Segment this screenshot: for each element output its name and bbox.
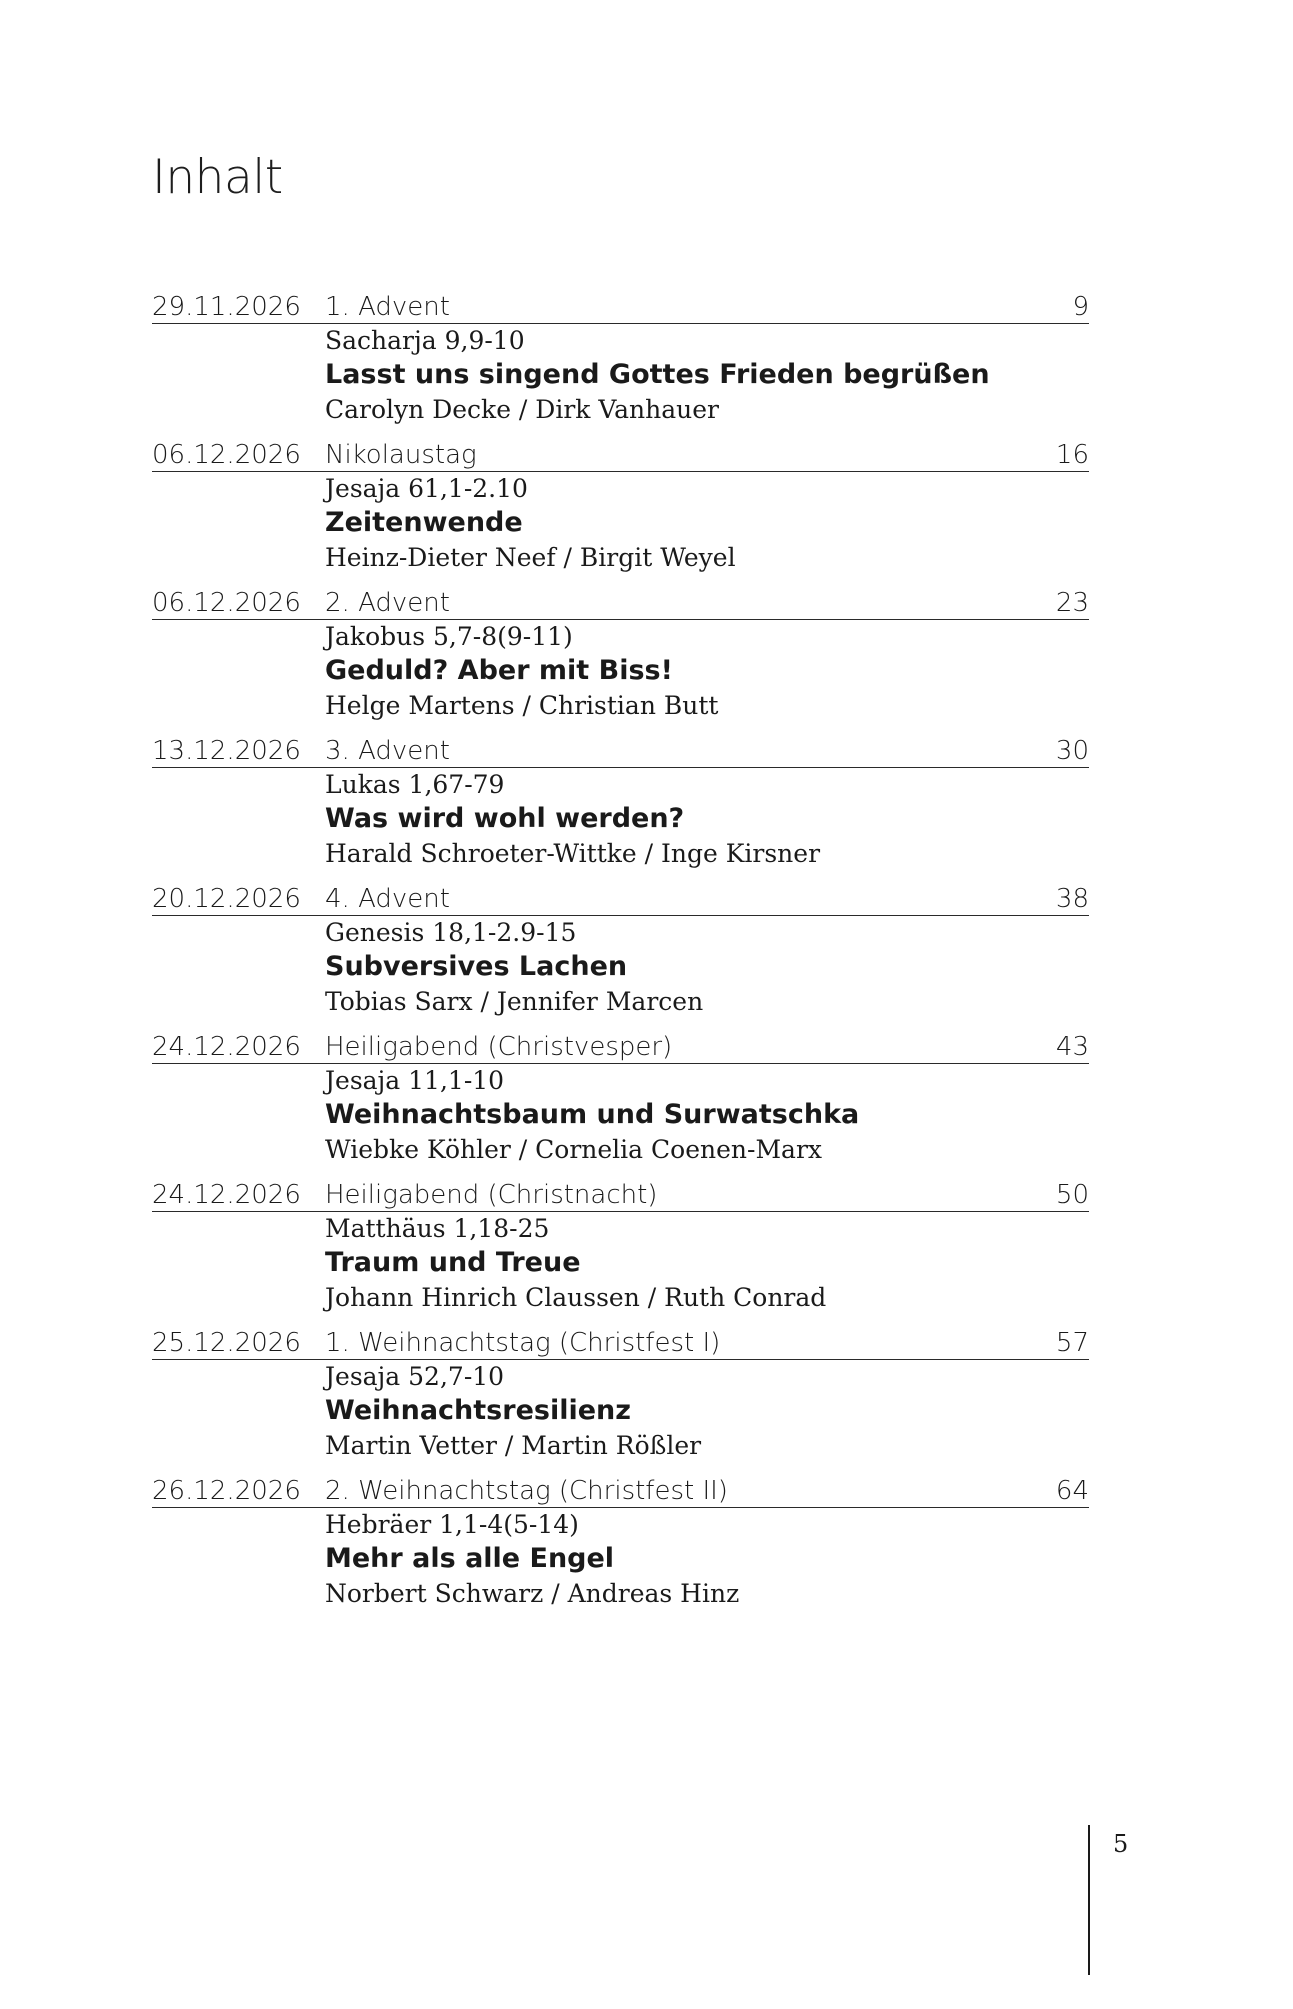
entry-authors: Helge Martens / Christian Butt bbox=[325, 691, 719, 720]
toc-entry[interactable] bbox=[152, 734, 1089, 882]
entry-date: 26.12.2026 bbox=[152, 1476, 301, 1506]
entry-authors: Tobias Sarx / Jennifer Marcen bbox=[325, 987, 704, 1016]
entry-date: 20.12.2026 bbox=[152, 884, 301, 914]
entry-rule bbox=[152, 1359, 1089, 1360]
entry-authors: Wiebke Köhler / Cornelia Coenen-Marx bbox=[325, 1135, 822, 1164]
entry-page-number: 64 bbox=[1055, 1476, 1089, 1506]
entry-occasion: Nikolaustag bbox=[325, 440, 477, 470]
entry-date: 24.12.2026 bbox=[152, 1180, 301, 1210]
entry-body bbox=[325, 472, 1089, 576]
entry-page-number: 16 bbox=[1055, 440, 1089, 470]
entry-title: Weihnachtsbaum und Surwatschka bbox=[325, 1099, 860, 1130]
toc-entry[interactable] bbox=[152, 1474, 1089, 1622]
entry-rule bbox=[152, 1211, 1089, 1212]
entry-authors: Norbert Schwarz / Andreas Hinz bbox=[325, 1579, 740, 1608]
footer-rule bbox=[1088, 1825, 1090, 1975]
entry-header bbox=[152, 586, 1089, 620]
entry-scripture: Lukas 1,67-79 bbox=[325, 770, 505, 799]
entry-page-number: 9 bbox=[1072, 292, 1089, 322]
toc-entry[interactable] bbox=[152, 1030, 1089, 1178]
entry-rule bbox=[152, 619, 1089, 620]
entry-header bbox=[152, 438, 1089, 472]
entry-authors: Harald Schroeter-Wittke / Inge Kirsner bbox=[325, 839, 821, 868]
toc-entry[interactable] bbox=[152, 1326, 1089, 1474]
entry-body bbox=[325, 916, 1089, 1020]
entry-scripture: Hebräer 1,1-4(5-14) bbox=[325, 1510, 579, 1539]
entry-authors: Carolyn Decke / Dirk Vanhauer bbox=[325, 395, 720, 424]
entry-authors: Heinz-Dieter Neef / Birgit Weyel bbox=[325, 543, 736, 572]
entry-body bbox=[325, 1212, 1089, 1316]
entry-scripture: Sacharja 9,9-10 bbox=[325, 326, 525, 355]
entry-scripture: Jesaja 61,1-2.10 bbox=[325, 474, 528, 503]
entry-title: Mehr als alle Engel bbox=[325, 1543, 615, 1574]
entry-body bbox=[325, 768, 1089, 872]
entry-occasion: Heiligabend (Christnacht) bbox=[325, 1180, 658, 1210]
entry-scripture: Genesis 18,1-2.9-15 bbox=[325, 918, 577, 947]
entry-date: 06.12.2026 bbox=[152, 440, 301, 470]
entry-occasion: Heiligabend (Christvesper) bbox=[325, 1032, 673, 1062]
entry-date: 06.12.2026 bbox=[152, 588, 301, 618]
toc-entry[interactable] bbox=[152, 438, 1089, 586]
entry-page-number: 38 bbox=[1055, 884, 1089, 914]
toc-entry[interactable] bbox=[152, 586, 1089, 734]
entry-body bbox=[325, 1508, 1089, 1612]
toc-entry[interactable] bbox=[152, 290, 1089, 438]
entry-body bbox=[325, 324, 1089, 428]
entry-body bbox=[325, 1360, 1089, 1464]
entry-date: 25.12.2026 bbox=[152, 1328, 301, 1358]
entry-header bbox=[152, 1178, 1089, 1212]
entry-title: Geduld? Aber mit Biss! bbox=[325, 655, 673, 686]
page-title: Inhalt bbox=[152, 150, 283, 205]
entry-rule bbox=[152, 915, 1089, 916]
entry-date: 13.12.2026 bbox=[152, 736, 301, 766]
entry-rule bbox=[152, 1507, 1089, 1508]
entry-date: 24.12.2026 bbox=[152, 1032, 301, 1062]
entry-occasion: 2. Weihnachtstag (Christfest II) bbox=[325, 1476, 728, 1506]
entry-scripture: Jesaja 11,1-10 bbox=[325, 1066, 505, 1095]
entry-title: Traum und Treue bbox=[325, 1247, 581, 1278]
table-of-contents bbox=[152, 290, 1089, 1622]
entry-authors: Martin Vetter / Martin Rößler bbox=[325, 1431, 702, 1460]
entry-title: Zeitenwende bbox=[325, 507, 523, 538]
entry-header bbox=[152, 882, 1089, 916]
entry-header bbox=[152, 734, 1089, 768]
entry-scripture: Jesaja 52,7-10 bbox=[325, 1362, 505, 1391]
entry-rule bbox=[152, 323, 1089, 324]
entry-title: Subversives Lachen bbox=[325, 951, 628, 982]
entry-title: Was wird wohl werden? bbox=[325, 803, 685, 834]
entry-header bbox=[152, 1326, 1089, 1360]
entry-rule bbox=[152, 767, 1089, 768]
entry-body bbox=[325, 620, 1089, 724]
toc-entry[interactable] bbox=[152, 1178, 1089, 1326]
entry-rule bbox=[152, 1063, 1089, 1064]
entry-page-number: 43 bbox=[1055, 1032, 1089, 1062]
entry-title: Weihnachtsresilienz bbox=[325, 1395, 631, 1426]
entry-body bbox=[325, 1064, 1089, 1168]
page-number: 5 bbox=[1113, 1830, 1129, 1858]
entry-occasion: 3. Advent bbox=[325, 736, 450, 766]
entry-scripture: Matthäus 1,18-25 bbox=[325, 1214, 550, 1243]
entry-header bbox=[152, 290, 1089, 324]
entry-occasion: 1. Weihnachtstag (Christfest I) bbox=[325, 1328, 721, 1358]
entry-page-number: 50 bbox=[1055, 1180, 1089, 1210]
entry-rule bbox=[152, 471, 1089, 472]
entry-date: 29.11.2026 bbox=[152, 292, 301, 322]
entry-page-number: 30 bbox=[1055, 736, 1089, 766]
entry-occasion: 2. Advent bbox=[325, 588, 450, 618]
toc-entry[interactable] bbox=[152, 882, 1089, 1030]
entry-page-number: 23 bbox=[1055, 588, 1089, 618]
entry-occasion: 1. Advent bbox=[325, 292, 450, 322]
entry-occasion: 4. Advent bbox=[325, 884, 450, 914]
entry-page-number: 57 bbox=[1055, 1328, 1089, 1358]
entry-header bbox=[152, 1030, 1089, 1064]
entry-title: Lasst uns singend Gottes Frieden begrüßen bbox=[325, 359, 990, 390]
entry-authors: Johann Hinrich Claussen / Ruth Conrad bbox=[325, 1283, 827, 1312]
entry-header bbox=[152, 1474, 1089, 1508]
entry-scripture: Jakobus 5,7-8(9-11) bbox=[325, 622, 573, 651]
